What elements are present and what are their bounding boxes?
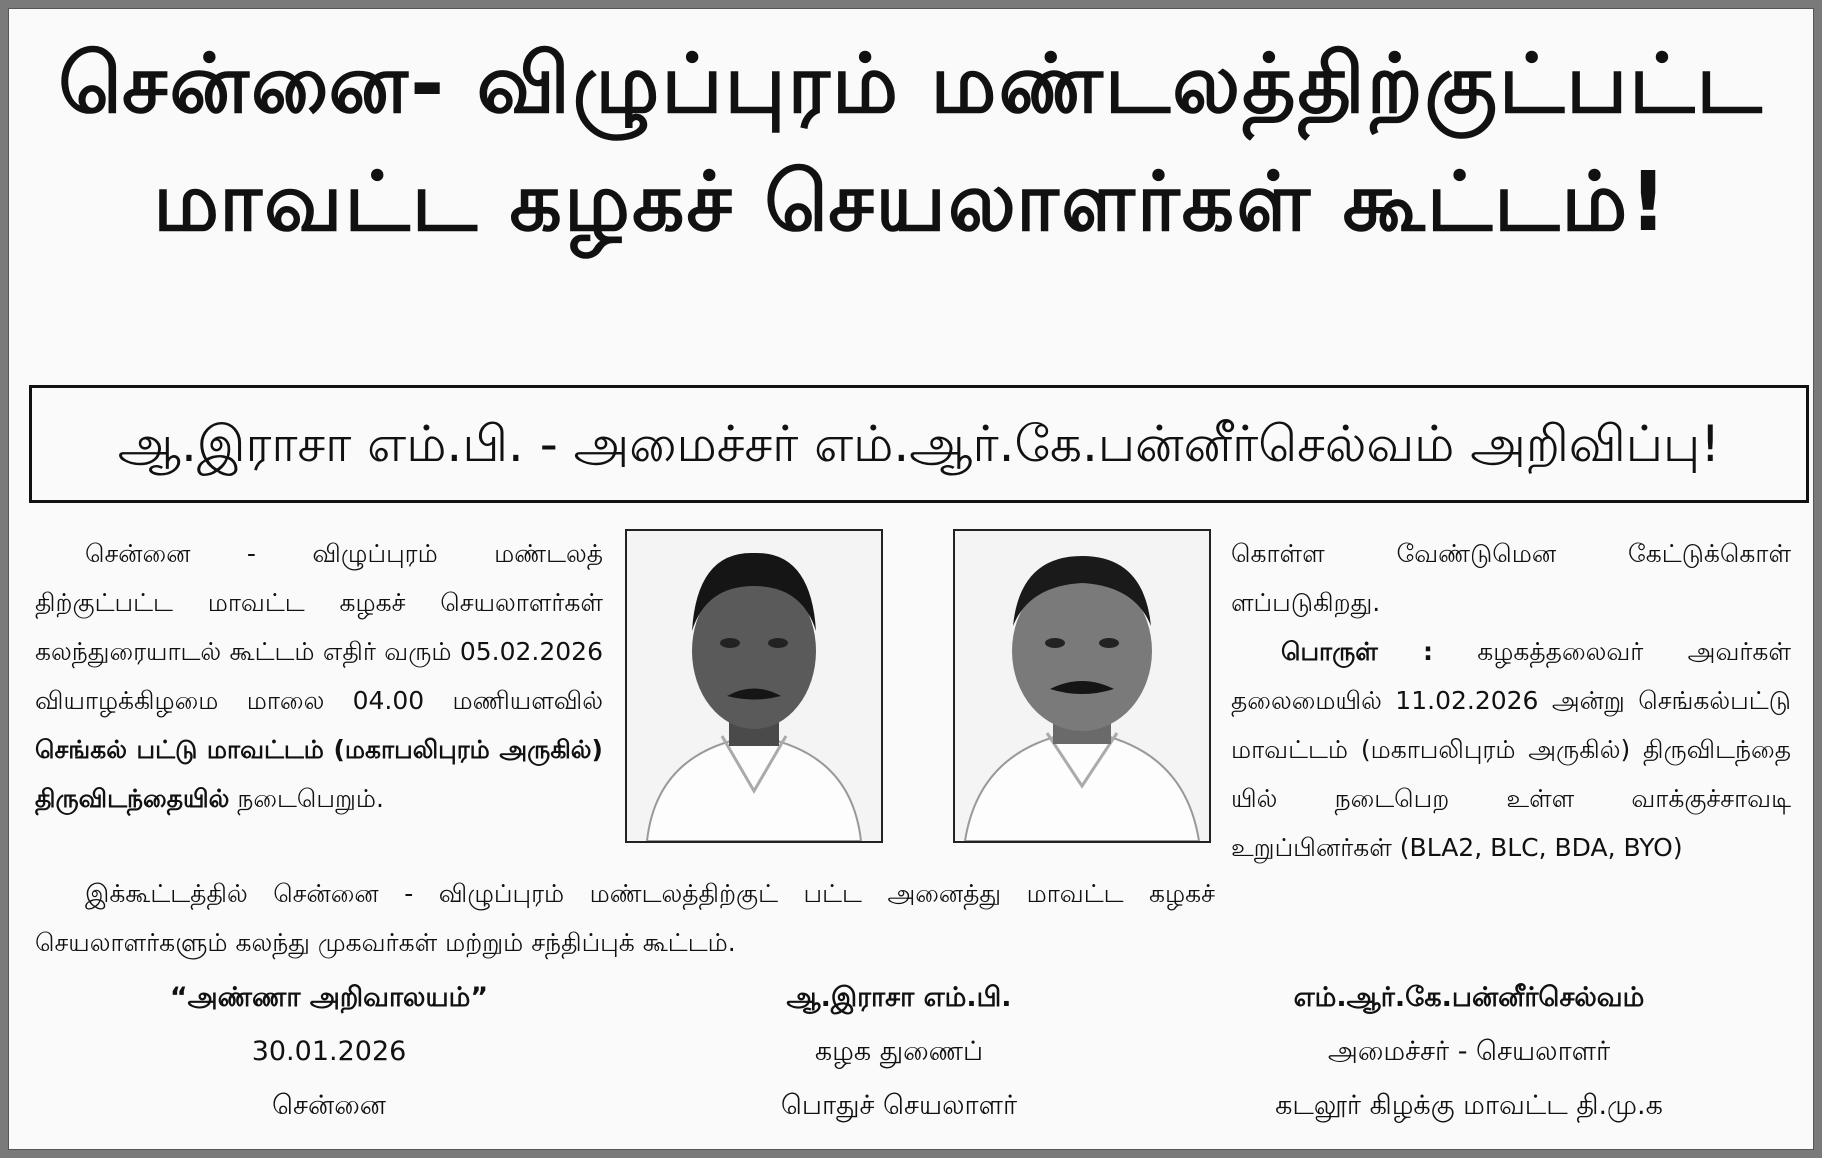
- person-portrait-icon: [955, 531, 1209, 841]
- signature-role: கடலூர் கிழக்கு மாவட்ட தி.மு.க: [1275, 1090, 1663, 1121]
- photo-mrk-panneerselvam: [953, 529, 1211, 843]
- headline-line-2: மாவட்ட கழகச் செயலாளர்கள் கூட்டம்!: [153, 155, 1669, 250]
- body-right-paragraph-1: கொள்ள வேண்டுமென கேட்டுக்கொள் ளப்படுகிறது.: [1231, 539, 1791, 617]
- signature-right: [1219, 971, 1719, 1133]
- signature-place: “அண்ணா அறிவாலயம்”: [169, 982, 489, 1013]
- signature-name: எம்.ஆர்.கே.பன்னீர்செல்வம்: [1293, 982, 1645, 1013]
- signature-role: அமைச்சர் - செயலாளர்: [1327, 1036, 1611, 1067]
- body-left-text: சென்னை - விழுப்புரம் மண்டலத் திற்குட்பட்ட மாவட்ட கழகச் செயலாளர்கள் கலந்துரையாடல் கூட்டம் எதிர் வரும் 05.02.2026 வியாழக்கிழமை மாலை 04.00 மணியளவில்: [35, 539, 603, 715]
- body-left-text-end: நடைபெறும்.: [229, 784, 384, 813]
- signature-date: 30.01.2026: [251, 1036, 407, 1067]
- subject-text: கழகத்தலைவர் அவர்கள் தலைமையில் 11.02.2026 அன்று செங்கல்பட்டு மாவட்டம் (மகாபலிபுரம் அருகில்) திருவிடந்தை யில் நடைபெற உள்ள வாக்குச்சாவடி உறுப்பினர்கள் (BLA2, BLC, BDA, BYO): [1231, 637, 1791, 862]
- body-right-paragraph-2: [1231, 627, 1791, 872]
- body-left-paragraph: [35, 529, 603, 823]
- signature-center: [649, 971, 1149, 1133]
- body-bottom-text: இக்கூட்டத்தில் சென்னை - விழுப்புரம் மண்டலத்திற்குட் பட்ட அனைத்து மாவட்ட கழகச் செயலாளர்களும் கலந்து முகவர்கள் மற்றும் சந்திப்புக் கூட்டம்.: [35, 879, 1215, 957]
- signature-city: சென்னை: [272, 1090, 386, 1121]
- subject-label: பொருள் :: [1281, 637, 1433, 666]
- photo-a-raja: [625, 529, 883, 843]
- body-left-bold: செங்கல் பட்டு மாவட்டம் (மகாபலிபுரம் அருகில்) திருவிடந்தையில்: [35, 735, 603, 813]
- body-left-column: [35, 529, 603, 823]
- notice-page: [8, 8, 1814, 1150]
- signature-left: [79, 971, 579, 1133]
- body-bottom-paragraph: [35, 869, 1215, 967]
- signature-role: பொதுச் செயலாளர்: [780, 1090, 1018, 1121]
- signature-role: கழக துணைப்: [814, 1036, 984, 1067]
- subheadline-box: [29, 385, 1809, 503]
- person-portrait-icon: [627, 531, 881, 841]
- subheadline: ஆ.இராசா எம்.பி. - அமைச்சர் எம்.ஆர்.கே.பன்னீர்செல்வம் அறிவிப்பு!: [117, 415, 1721, 473]
- headline-line-1: சென்னை- விழுப்புரம் மண்டலத்திற்குட்பட்ட: [58, 37, 1764, 132]
- signature-name: ஆ.இராசா எம்.பி.: [786, 982, 1012, 1013]
- body-right-column: [1231, 529, 1791, 872]
